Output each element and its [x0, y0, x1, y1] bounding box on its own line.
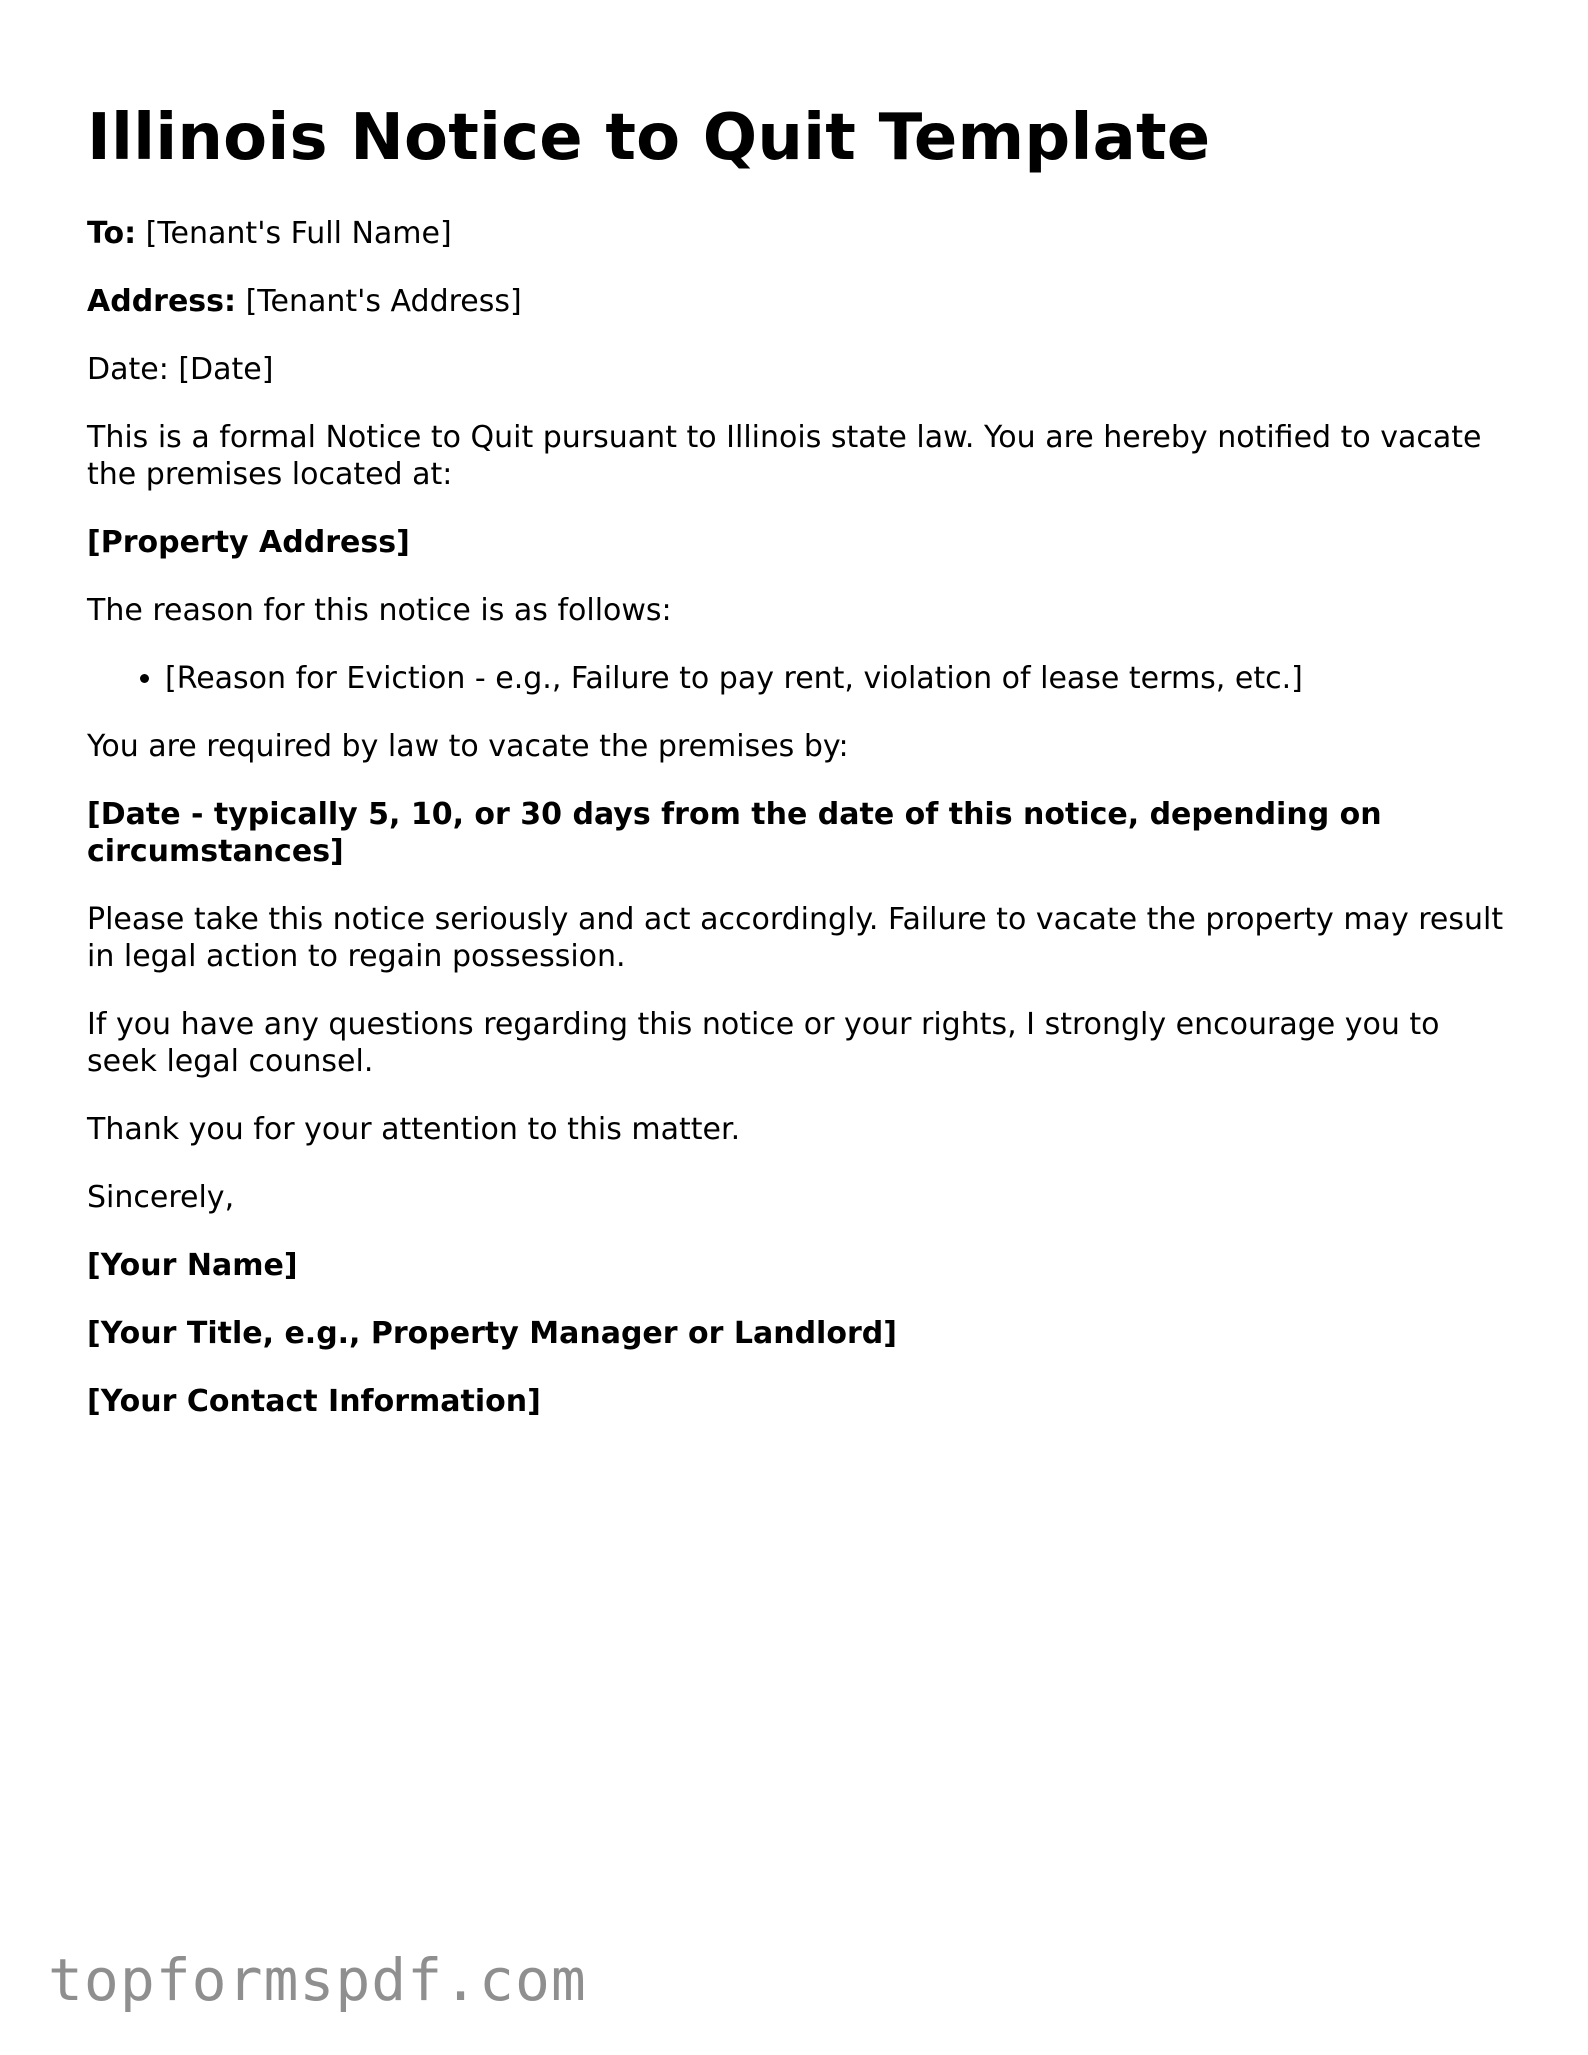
reason-item: • [Reason for Eviction - e.g., Failure to pay rent, violation of lease terms, etc.] [165, 660, 1507, 697]
vacate-date: [Date - typically 5, 10, or 30 days from the date of this notice, depending on circumstances] [87, 796, 1382, 869]
closing-line: Sincerely, [87, 1179, 235, 1215]
page-title: Illinois Notice to Quit Template [87, 101, 1211, 175]
to-line [87, 215, 1507, 252]
to-label: To: [87, 215, 137, 251]
address-line [87, 283, 1507, 320]
intro-paragraph: This is a formal Notice to Quit pursuant to Illinois state law. You are hereby notified to vacate the premises located at: [87, 419, 1482, 492]
signer-title: [Your Title, e.g., Property Manager or Landlord] [87, 1315, 897, 1351]
counsel-paragraph: If you have any questions regarding this notice or your rights, I strongly encourage you to seek legal counsel. [87, 1006, 1440, 1079]
signer-name: [Your Name] [87, 1247, 298, 1283]
document-page [87, 100, 1507, 1451]
warning-paragraph: Please take this notice seriously and act accordingly. Failure to vacate the property may result in legal action to regain possession. [87, 901, 1504, 974]
address-value: [Tenant's Address] [236, 283, 522, 319]
to-value: [Tenant's Full Name] [136, 215, 452, 251]
address-label: Address: [87, 283, 237, 319]
thanks-line: Thank you for your attention to this matter. [87, 1111, 741, 1147]
property-address: [Property Address] [87, 524, 410, 560]
watermark: topformspdf.com [48, 1946, 587, 2014]
reason-intro: The reason for this notice is as follows: [87, 592, 672, 628]
signer-contact: [Your Contact Information] [87, 1383, 541, 1419]
date-line: Date: [Date] [87, 351, 274, 387]
vacate-intro: You are required by law to vacate the premises by: [87, 728, 849, 764]
reason-list [87, 660, 1507, 697]
